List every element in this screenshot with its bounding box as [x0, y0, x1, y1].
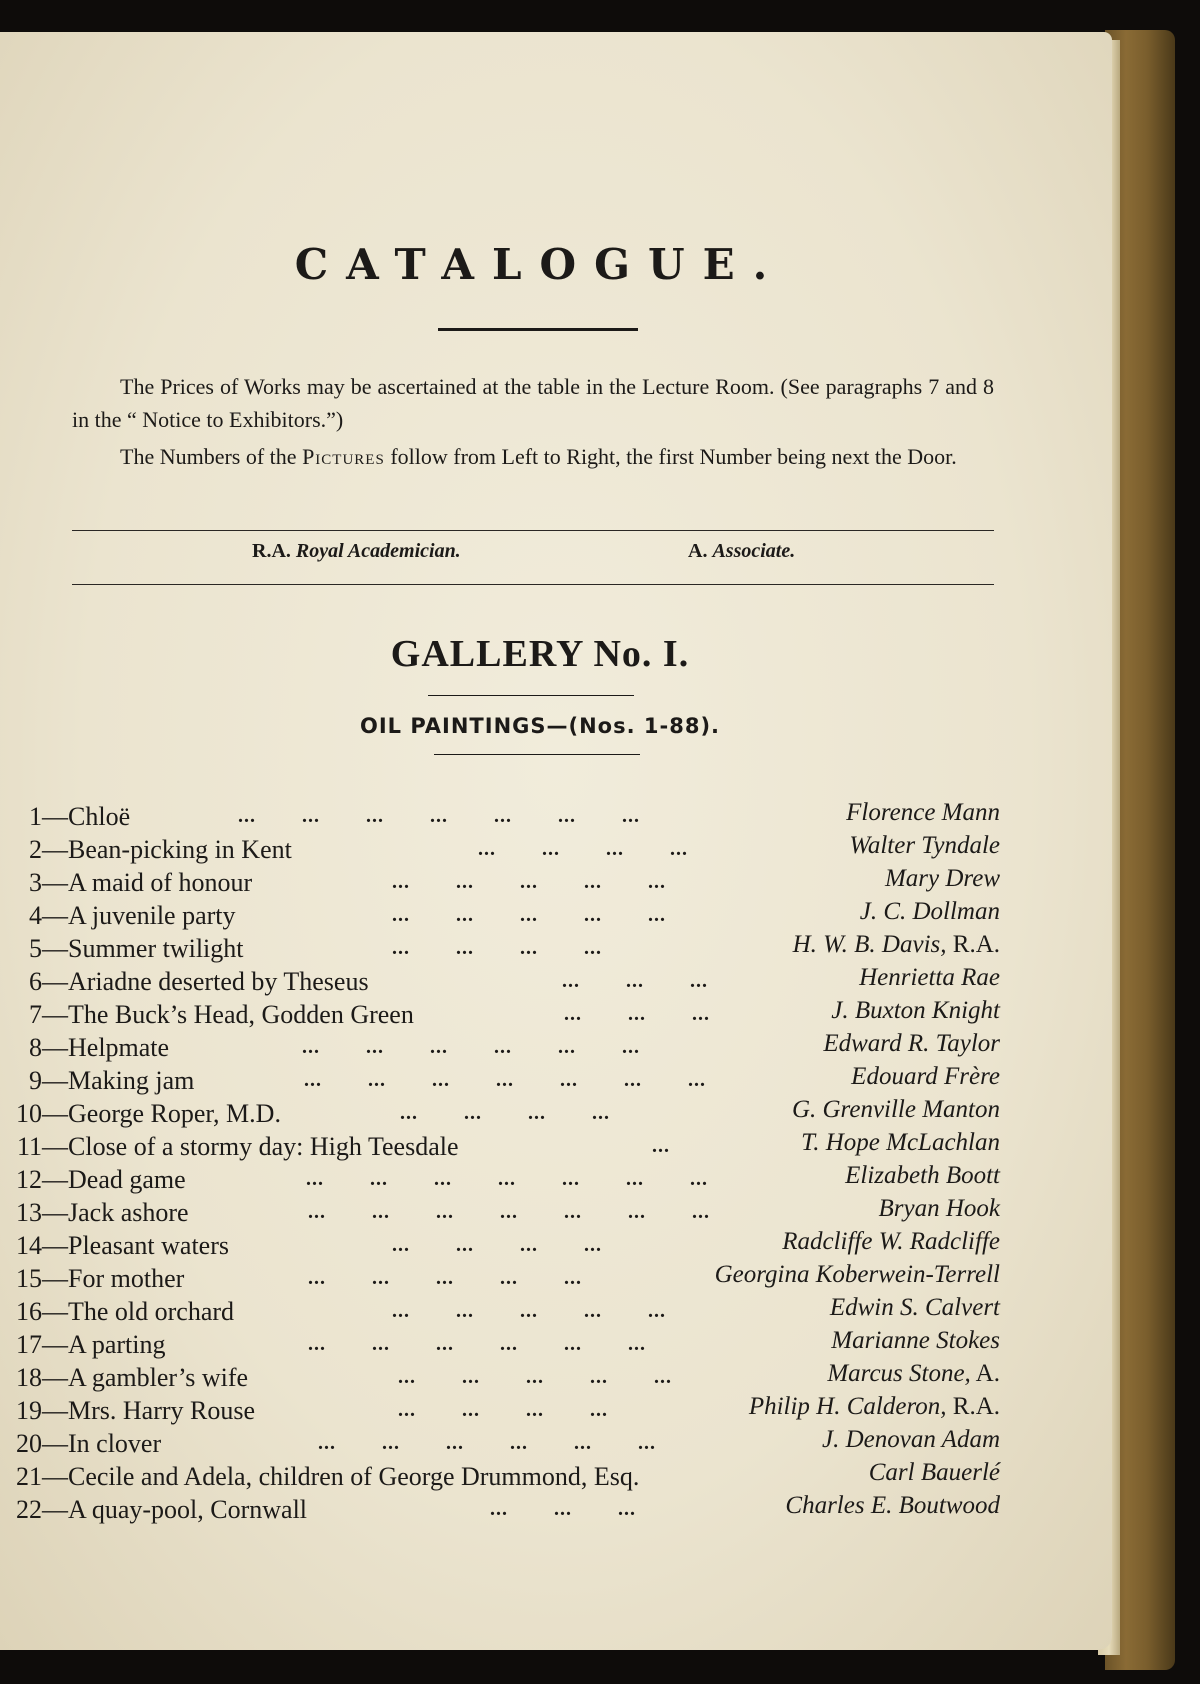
entry-number: 8— — [29, 1033, 68, 1062]
entry-artist: Edouard Frère — [851, 1063, 1000, 1090]
entry-leader-dots: ... ... ... ... — [398, 1399, 608, 1421]
entry-title: Summer twilight — [68, 934, 244, 963]
entry-leader-dots: ... ... ... ... ... ... ... — [304, 1069, 706, 1091]
entry-number: 5— — [29, 934, 68, 963]
gallery-title: GALLERY No. I. — [390, 633, 690, 675]
entry-number: 13— — [16, 1198, 68, 1227]
entry-title: Mrs. Harry Rouse — [68, 1396, 256, 1425]
entry-artist: Marcus Stone, A. — [827, 1360, 1000, 1387]
entry-leader-dots: ... ... ... ... — [400, 1102, 610, 1124]
entry-artist: Charles E. Boutwood — [785, 1492, 1000, 1519]
entry-leader-dots: ... ... ... ... ... ... ... — [306, 1168, 708, 1190]
entry-number: 10— — [16, 1099, 68, 1128]
entry-leader-dots: ... ... ... ... — [478, 838, 688, 860]
entry-leader-dots: ... ... ... ... — [392, 937, 602, 959]
entry-artist: Florence Mann — [846, 799, 1000, 826]
abbrev-ra — [252, 540, 461, 563]
entry-title: The Buck’s Head, Godden Green — [68, 1000, 414, 1029]
entry-title: Dead game — [68, 1165, 186, 1194]
entry-number: 19— — [16, 1396, 68, 1425]
entry-number: 16— — [16, 1297, 68, 1326]
entry-number: 7— — [29, 1000, 68, 1029]
entry-number: 12— — [16, 1165, 68, 1194]
section-title: OIL PAINTINGS—(Nos. 1-88). — [359, 714, 721, 738]
entry-number: 18— — [16, 1363, 68, 1392]
entry-number: 4— — [29, 901, 68, 930]
entry-number: 21— — [16, 1462, 68, 1491]
entry-number: 22— — [16, 1495, 68, 1524]
numbering-note-end: follow from Left to Right, the first Number being next the Door. — [384, 444, 957, 469]
entry-title: A juvenile party — [68, 901, 236, 930]
abbrev-a-meaning: Associate. — [712, 540, 796, 562]
entry-artist: Marianne Stokes — [831, 1327, 1000, 1354]
entry-title: A parting — [68, 1330, 166, 1359]
entry-title: Pleasant waters — [68, 1231, 230, 1260]
entry-artist: Elizabeth Boott — [845, 1162, 1000, 1189]
numbering-note-start: The Numbers of the — [120, 444, 303, 469]
entry-artist: Walter Tyndale — [849, 832, 1000, 859]
entry-artist: Edward R. Taylor — [823, 1030, 1000, 1057]
entry-artist: Bryan Hook — [878, 1195, 1000, 1222]
entry-artist: Georgina Koberwein-Terrell — [714, 1261, 1000, 1288]
entry-artist: Mary Drew — [884, 865, 1000, 892]
entry-leader-dots: ... ... ... — [564, 1003, 710, 1025]
entry-title: Chloë — [68, 802, 131, 831]
title-rule — [438, 328, 638, 331]
abbrev-ra-code: R.A. — [252, 540, 291, 562]
abbrev-a — [688, 540, 795, 563]
entry-artist: Radcliffe W. Radcliffe — [782, 1228, 1000, 1255]
entry-artist: H. W. B. Davis, R.A. — [792, 931, 1000, 958]
abbrev-bottom-rule — [72, 584, 994, 585]
entry-number: 20— — [16, 1429, 68, 1458]
entry-title: Making jam — [68, 1066, 195, 1095]
entry-artist: Philip H. Calderon, R.A. — [748, 1393, 1000, 1420]
entry-leader-dots: ... ... ... ... ... ... — [318, 1432, 656, 1454]
entry-leader-dots: ... ... ... ... ... ... — [302, 1036, 640, 1058]
entry-title: A maid of honour — [68, 868, 253, 897]
entry-title: A quay-pool, Cornwall — [68, 1495, 308, 1524]
entry-number: 6— — [29, 967, 68, 996]
entry-artist: G. Grenville Manton — [791, 1096, 1000, 1123]
gallery-rule — [428, 695, 634, 696]
entry-title: Cecile and Adela, children of George Drummond, Esq. — [68, 1462, 640, 1491]
entry-number: 9— — [29, 1066, 68, 1095]
abbrev-top-rule — [72, 530, 994, 531]
entry-leader-dots: ... — [652, 1135, 670, 1157]
entry-artist: Henrietta Rae — [859, 964, 1000, 991]
entry-row — [0, 1493, 1112, 1526]
entry-leader-dots: ... ... ... ... ... — [398, 1366, 672, 1388]
entry-leader-dots: ... ... ... — [562, 970, 708, 992]
entry-artist: T. Hope McLachlan — [801, 1129, 1000, 1156]
entry-number: 1— — [29, 802, 68, 831]
entry-number: 2— — [29, 835, 68, 864]
numbering-note — [72, 440, 994, 473]
entry-number: 11— — [16, 1132, 68, 1161]
entry-leader-dots: ... ... ... — [490, 1498, 636, 1520]
entry-title: Bean-picking in Kent — [68, 835, 292, 864]
entry-title: Close of a stormy day: High Teesdale — [68, 1132, 459, 1161]
entry-leader-dots: ... ... ... ... ... ... ... — [308, 1201, 710, 1223]
entry-leader-dots: ... ... ... ... ... ... ... — [238, 805, 640, 827]
section-rule — [434, 754, 640, 755]
catalogue-title: CATALOGUE. — [294, 240, 786, 289]
entry-title: George Roper, M.D. — [68, 1099, 281, 1128]
abbrev-a-code: A. — [688, 540, 708, 562]
entry-leader-dots: ... ... ... ... ... — [308, 1267, 582, 1289]
entry-number: 15— — [16, 1264, 68, 1293]
entry-title: In clover — [68, 1429, 162, 1458]
entry-artist: J. C. Dollman — [859, 898, 1000, 925]
abbrev-ra-meaning: Royal Academician. — [295, 540, 461, 562]
entry-artist: Edwin S. Calvert — [829, 1294, 1000, 1321]
entry-artist: J. Denovan Adam — [822, 1426, 1000, 1453]
entry-number: 14— — [16, 1231, 68, 1260]
entry-title: A gambler’s wife — [68, 1363, 249, 1392]
entry-leader-dots: ... ... ... ... — [392, 1234, 602, 1256]
entry-title: Ariadne deserted by Theseus — [68, 967, 369, 996]
entry-artist: J. Buxton Knight — [831, 997, 1000, 1024]
entry-leader-dots: ... ... ... ... ... — [392, 1300, 666, 1322]
entry-leader-dots: ... ... ... ... ... — [392, 871, 666, 893]
catalogue-page — [0, 32, 1112, 1650]
entry-title: The old orchard — [68, 1297, 235, 1326]
pictures-smallcaps: Pictures — [302, 444, 385, 469]
prices-note: The Prices of Works may be ascertained at the table in the Lecture Room. (See paragraphs 7 and 8 in the “ Notice to Exhibitors.”) — [72, 374, 994, 432]
entry-title: Jack ashore — [68, 1198, 189, 1227]
entry-leader-dots: ... ... ... ... ... — [392, 904, 666, 926]
entry-title: Helpmate — [68, 1033, 170, 1062]
entry-number: 17— — [16, 1330, 68, 1359]
entry-title: For mother — [68, 1264, 185, 1293]
entry-leader-dots: ... ... ... ... ... ... — [308, 1333, 646, 1355]
entry-artist: Carl Bauerlé — [868, 1459, 1000, 1486]
entry-number: 3— — [29, 868, 68, 897]
